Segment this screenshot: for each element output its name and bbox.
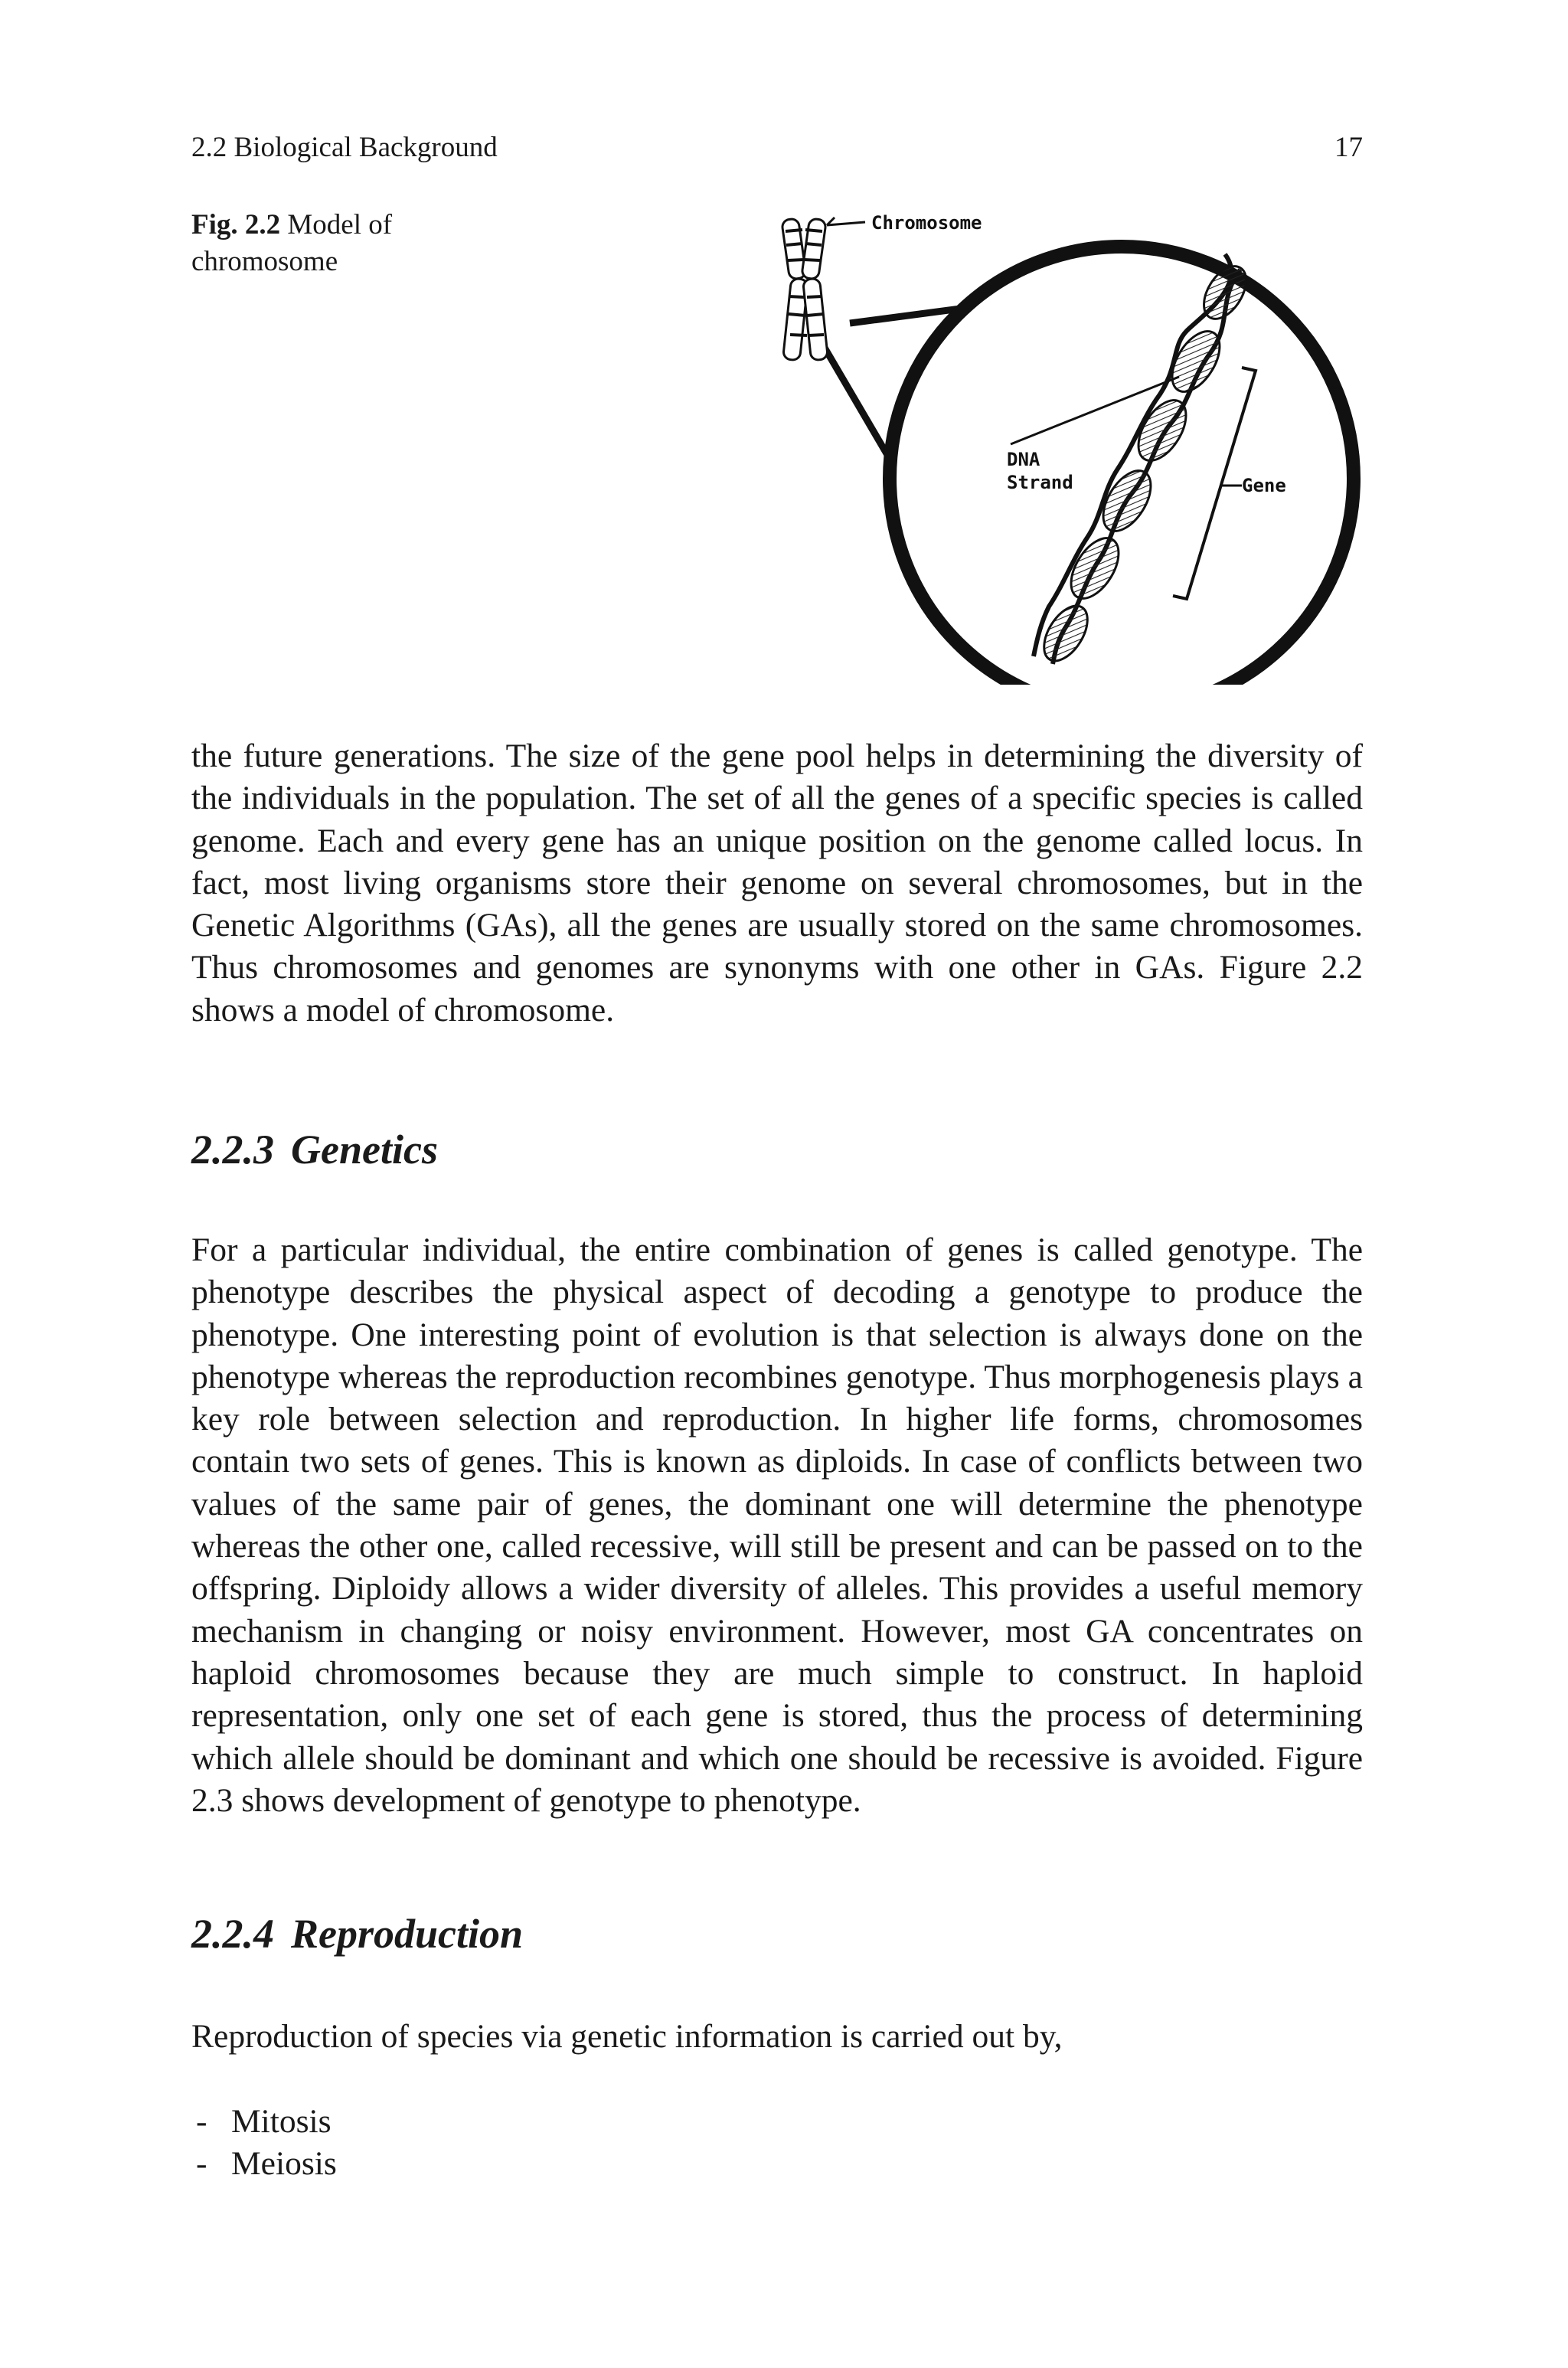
- section-heading-reproduction: [191, 1908, 523, 1959]
- figure-caption-text: Model of chromosome: [191, 209, 393, 277]
- body-paragraph: For a particular individual, the entire combination of genes is called genotype. The phenotype describes the physical aspect of decoding a genotype to produce the phenotype. One interesting point of evolution is that selection is always done on the phenotype whereas the reproduction recombines genotype. Thus morphogenesis plays a key role between selection and reproduction. In higher life forms, chromosomes contain two sets of genes. This is known as diploids. In case of conflicts between two values of the same pair of genes, the dominant one will determine the phenotype whereas the other one, called recessive, will still be present and can be passed on to the offspring. Diploidy allows a wider diversity of alleles. This provides a useful memory mechanism in changing or noisy environment. However, most GA concentrates on haploid chromosomes because they are much simple to construct. In haploid representation, only one set of each gene is stored, thus the process of determining which allele should be dominant and which one should be recessive is avoided. Figure 2.3 shows development of genotype to phenotype.: [191, 1231, 1363, 1819]
- page-number: 17: [1334, 132, 1363, 163]
- gene-label: Gene: [1242, 475, 1286, 496]
- section-title: Reproduction: [291, 1911, 524, 1957]
- chromosome-leader: [827, 222, 865, 225]
- chromosome-shape: [782, 218, 828, 361]
- chromosome-illustration: [773, 201, 1363, 685]
- section-title: Genetics: [291, 1127, 438, 1173]
- list-marker: -: [196, 2103, 207, 2140]
- figure-caption: [191, 207, 452, 280]
- dna-label: DNA: [1007, 449, 1040, 470]
- section-number: 2.2.4: [191, 1911, 274, 1957]
- running-head: [191, 129, 1363, 167]
- body-paragraph: the future generations. The size of the gene pool helps in determining the diversity of the individuals in the population. The set of all the genes of a specific species is called genome. Each and every gene has an unique position on the genome called locus. In fact, most living organisms store their genome on several chromosomes, but in the Genetic Algorithms (GAs), all the genes are usually stored on the same chromosomes. Thus chromosomes and genomes are synonyms with one other in GAs. Figure 2.2 shows a model of chromosome.: [191, 738, 1363, 1029]
- strand-label: Strand: [1007, 472, 1073, 493]
- figure-label: Fig. 2.2: [191, 209, 281, 240]
- list-marker: -: [196, 2145, 207, 2183]
- list-item: - Meiosis: [191, 2143, 337, 2185]
- chromosome-figure: [773, 201, 1363, 685]
- body-paragraph: Reproduction of species via genetic information is carried out by,: [191, 2018, 1063, 2055]
- section-number: 2.2.3: [191, 1127, 274, 1173]
- section-title: 2.2 Biological Background: [191, 132, 498, 163]
- reproduction-list: [191, 2101, 337, 2186]
- list-item: - Mitosis: [191, 2101, 337, 2143]
- chromosome-label: Chromosome: [871, 212, 982, 234]
- section-heading-genetics: [191, 1124, 438, 1175]
